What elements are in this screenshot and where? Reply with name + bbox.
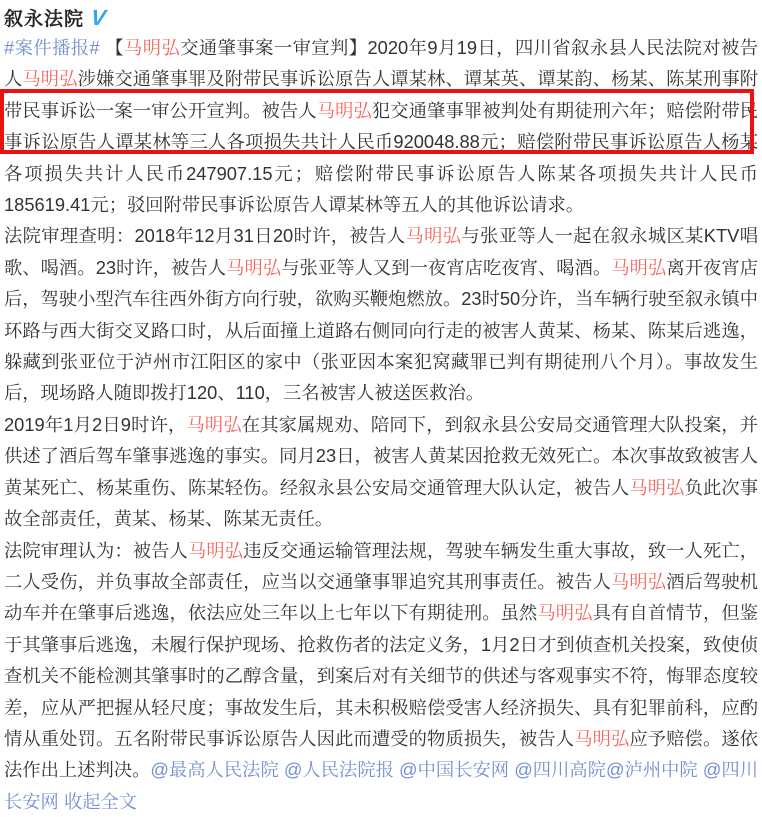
highlighted-name: 马明弘 [22,68,77,89]
post-text-segment: 违反交通运输管理法规，驾驶车辆发生重大事故，致一人死亡，二人受伤，并负事故全部责任，应当以交通肇事罪追究其刑事责任。被告人 [4,540,758,592]
highlighted-name: 马明弘 [226,257,281,278]
post-text-segment: 与张亚等人一起在叙永城区某KTV唱歌、喝酒。23时许，被告人 [4,225,758,277]
post-paragraph [4,32,758,220]
mention-link[interactable]: @四川高院 [514,759,606,780]
post-text-segment: 【 [100,37,124,58]
mention-link[interactable]: @人民法院报 [284,759,394,780]
mention-link[interactable]: @最高人民法院 [150,759,278,780]
post-paragraph [4,535,758,817]
post-text-segment: 在其家属规劝、陪同下，到叙永县公安局交通管理大队投案，并供述了酒后驾车肇事逃逸的事实。同月23日，被害人黄某因抢救无效死亡。本次事故致被害人黄某死亡、杨某重伤、陈某轻伤。经叙永县公安局交通管理大队认定，被告人 [4,414,758,498]
highlighted-name: 马明弘 [537,602,592,623]
verified-badge-icon: V [90,7,107,29]
post-text-segment: 负此次事故全部责任，黄某、杨某、陈某无责任。 [4,477,758,529]
mention-link[interactable]: @泸州中院 [606,759,698,780]
collapse-text-link[interactable]: 收起全文 [64,791,137,812]
post-text-segment: 法院审理认为：被告人 [4,540,188,561]
highlighted-name: 马明弘 [186,414,241,435]
post-text [0,32,762,817]
highlighted-name: 马明弘 [629,477,684,498]
account-name[interactable]: 叙永法院 [4,4,84,31]
hashtag-link[interactable]: #案件播报# [4,37,100,58]
post-text-segment: 涉嫌交通肇事罪及附带民事诉讼原告人谭某林、谭某英、谭某韵、杨某、陈某刑事附带民事诉讼一案一审公开宣判。被告人 [4,68,758,120]
post-header [0,0,762,30]
post-text-segment: 离开夜宵店后，驾驶小型汽车往西外街方向行驶，欲购买鞭炮燃放。23时50分许，当车辆行驶至叙永镇中环路与西大街交叉路口时，从后面撞上道路右侧同向行走的被害人黄某、杨某、陈某后逃逸，躲藏到张亚位于泸州市江阳区的家中（张亚因本案犯窝藏罪已判有期徒刑八个月）。事故发生后，现场路人随即拨打120、110，三名被害人被送医救治。 [4,257,758,404]
mention-link[interactable]: @四川长安网 [4,759,758,811]
post-text-segment: 法院审理查明：2018年12月31日20时许，被告人 [4,225,405,246]
post-text-segment: 与张亚等人又到一夜宵店吃夜宵、喝酒。 [281,257,611,278]
highlighted-name: 马明弘 [124,37,180,58]
highlighted-name: 马明弘 [317,100,372,121]
post-text-segment: 交通肇事案一审宣判】2020年9月19日，四川省叙永县人民法院对被告人 [4,37,758,89]
highlighted-name: 马明弘 [611,571,666,592]
post-text-segment: 应予赔偿。遂依法作出上述判决。 [4,728,758,780]
highlighted-name: 马明弘 [611,257,666,278]
post-text-segment: 具有自首情节，但鉴于其肇事后逃逸，未履行保护现场、抢救伤者的法定义务，1月2日才到侦查机关投案，致使侦查机关不能检测其肇事时的乙醇含量，到案后对有关细节的供述与客观事实不符，悔罪态度较差，应从严把握从轻尺度；事故发生后，其未积极赔偿受害人经济损失、具有犯罪前科，应酌情从重处罚。五名附带民事诉讼原告人因此而遭受的物质损失，被告人 [4,602,758,749]
highlighted-name: 马明弘 [188,540,243,561]
post-text-segment: 2019年1月2日9时许， [4,414,186,435]
highlighted-name: 马明弘 [574,728,629,749]
highlighted-name: 马明弘 [405,225,461,246]
post-paragraph [4,220,758,408]
post-text-segment: 犯交通肇事罪被判处有期徒刑六年；赔偿附带民事诉讼原告人谭某林等三人各项损失共计人民币920048.88元；赔偿附带民事诉讼原告人杨某各项损失共计人民币247907.15元；赔偿附带民事诉讼原告人陈某各项损失共计人民币185619.41元；驳回附带民事诉讼原告人谭某林等五人的其他诉讼请求。 [4,100,758,215]
mention-link[interactable]: @中国长安网 [399,759,509,780]
post-paragraph [4,409,758,535]
post-text-segment: 酒后驾驶机动车并在肇事后逃逸，依法应处三年以上七年以下有期徒刑。虽然 [4,571,758,623]
